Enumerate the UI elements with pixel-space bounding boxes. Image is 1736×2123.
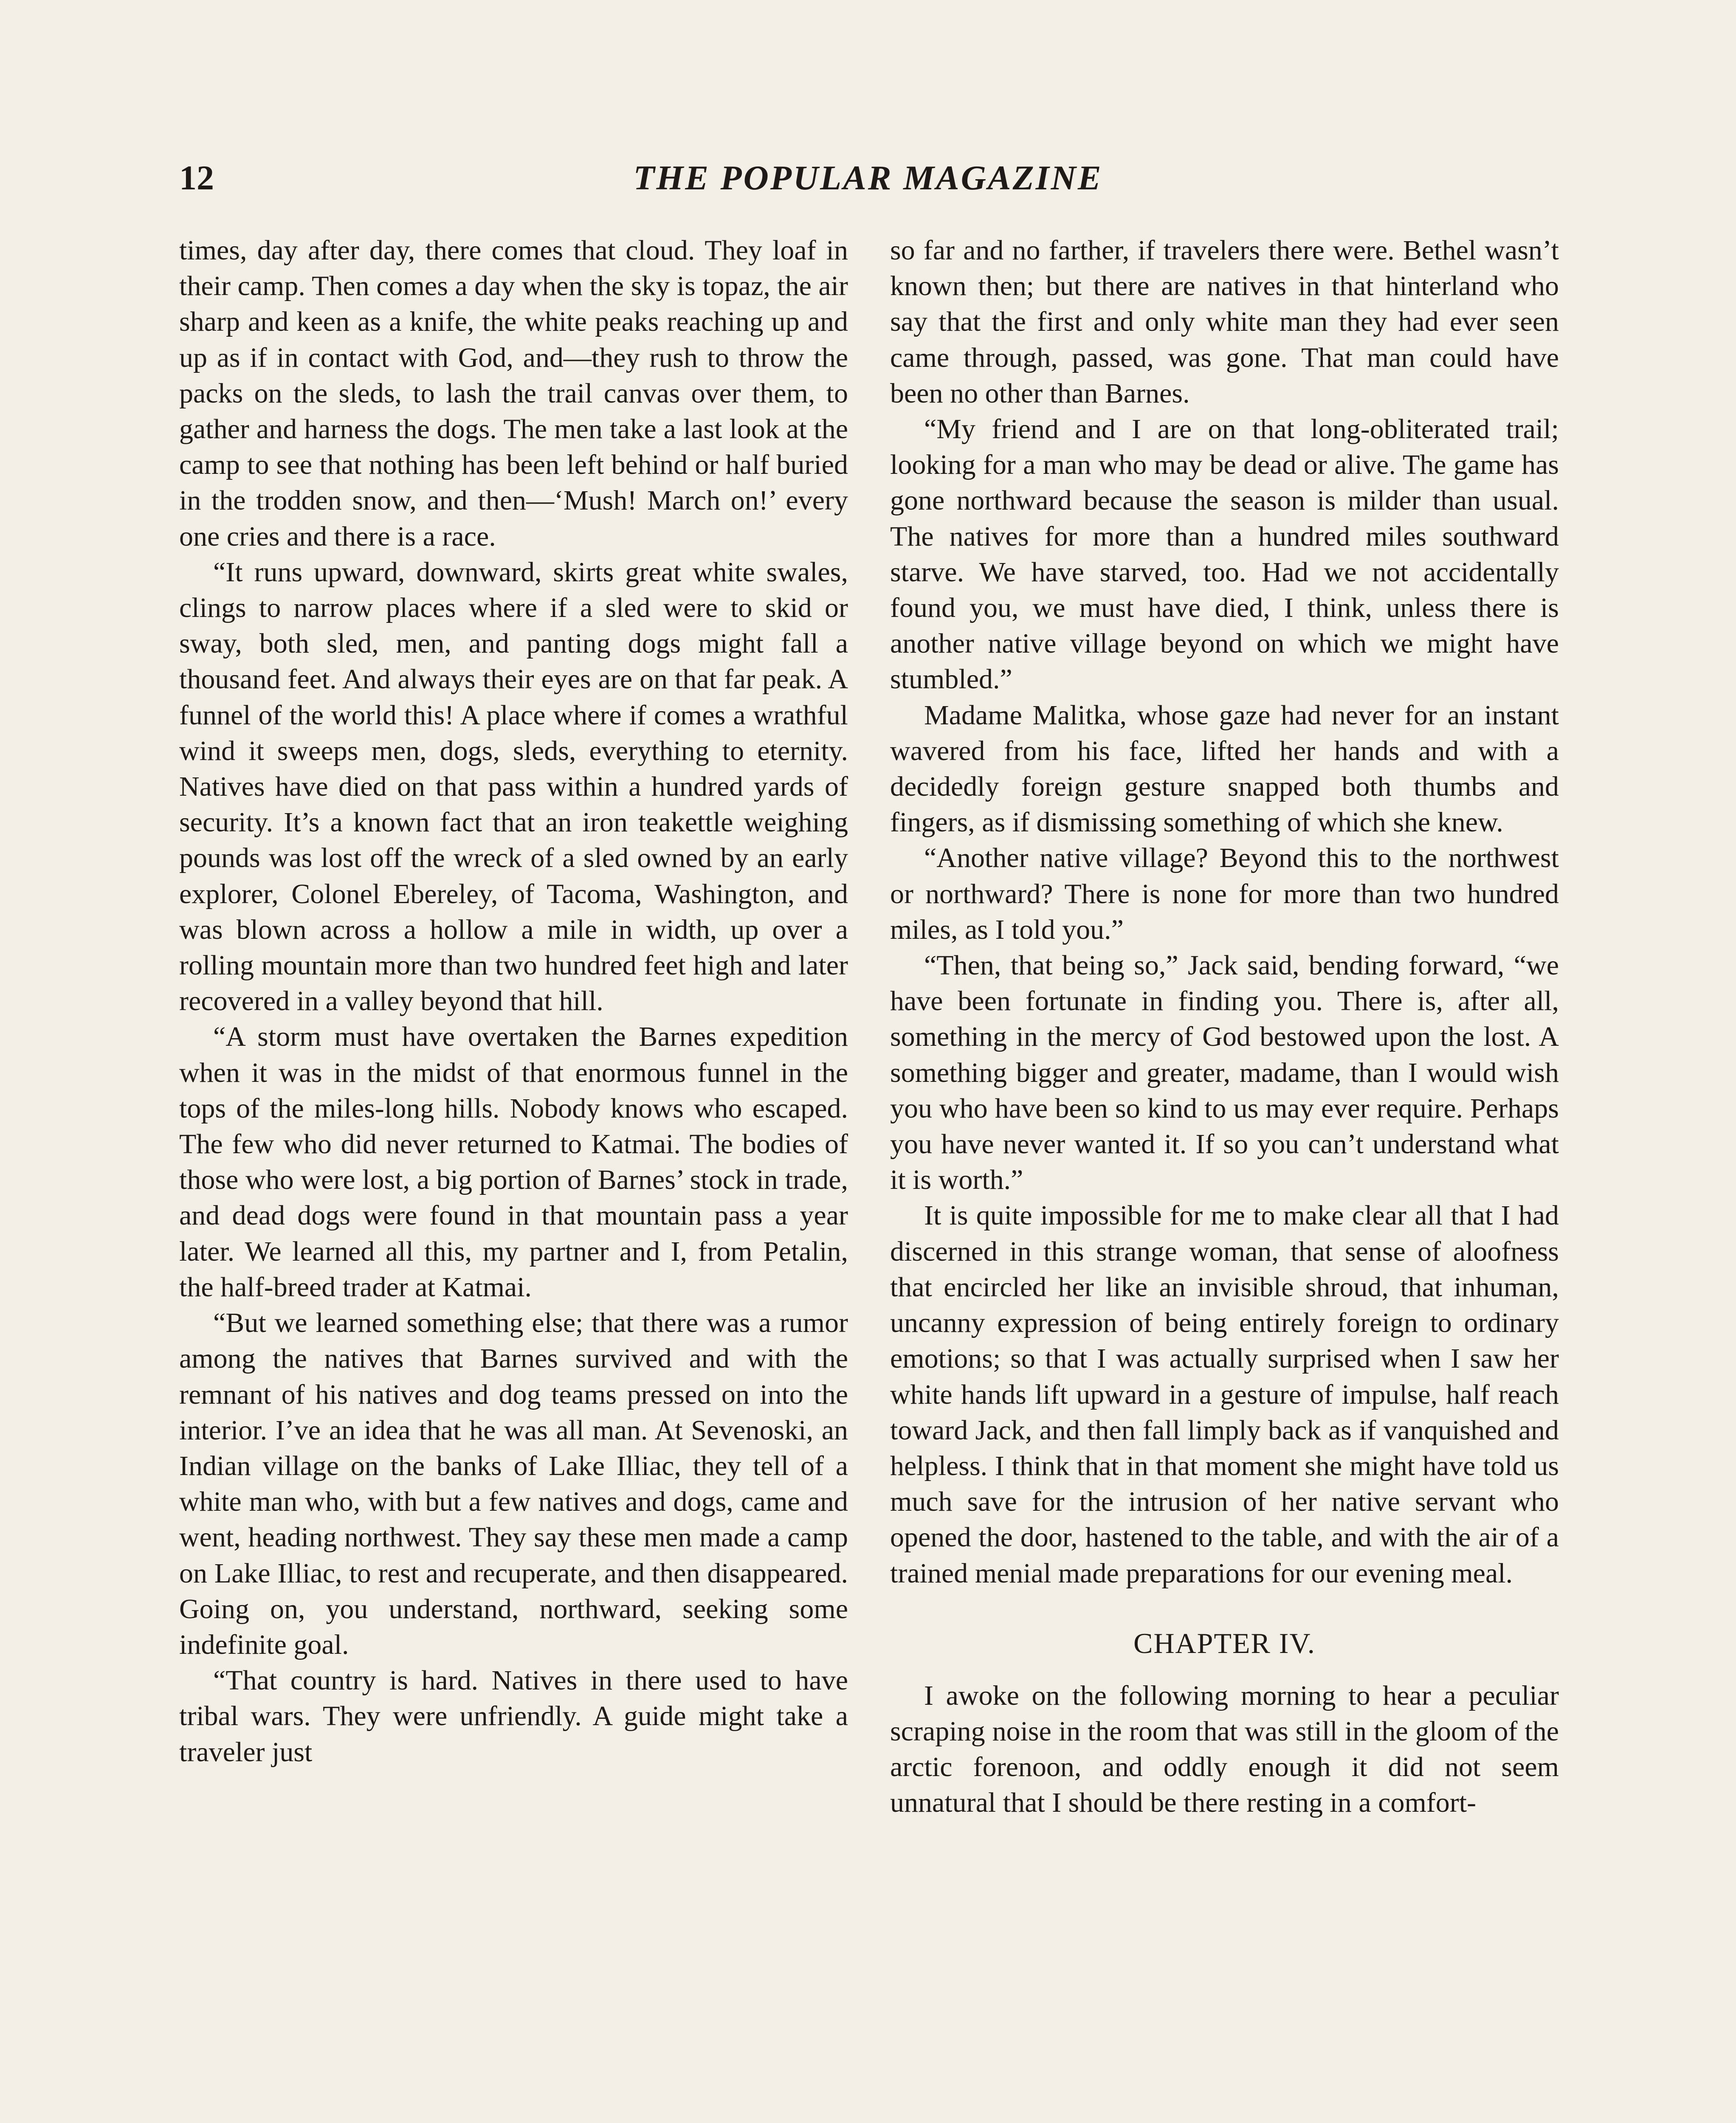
paragraph: It is quite impossible for me to make clear all that I had discerned in this strange woman, that sense of aloofness that encircled her like an invisible shroud, that inhuman, uncanny expression of being entirely foreign to ordinary emotions; so that I was actually surprised when I saw her white hands lift upward in a gesture of impulse, half reach toward Jack, and then fall limply back as if vanquished and helpless. I think that in that moment she might have told us much save for the intrusion of her native servant who opened the door, hastened to the table, and with the air of a trained menial made preparations for our evening meal. [890,1200,1559,1589]
paragraph: “Then, that being so,” Jack said, bending forward, “we have been fortunate in finding you. There is, after all, something in the mercy of God bestowed upon the lost. A something bigger and greater, madame, than I would wish you who have been so kind to us may ever require. Perhaps you have never wanted it. If so you can’t understand what it is worth.” [890,950,1559,1196]
paragraph: times, day after day, there comes that cloud. They loaf in their camp. Then comes a day when the sky is topaz, the air sharp and keen as a knife, the white peaks reaching up and up as if in contact with God, and—they rush to throw the packs on the sleds, to lash the trail canvas over them, to gather and harness the dogs. The men take a last look at the camp to see that nothing has been left behind or half buried in the trodden snow, and then—‘Mush! March on!’ every one cries and there is a race. [179,235,848,552]
paragraph: I awoke on the following morning to hear a peculiar scraping noise in the room that was still in the gloom of the arctic forenoon, and oddly enough it did not seem unnatural that I should be there resting in a comfort- [890,1680,1559,1819]
paragraph: “Another native village? Beyond this to the northwest or northward? There is none for more than two hundred miles, as I told you.” [890,842,1559,945]
paragraph: so far and no farther, if travelers there were. Bethel wasn’t known then; but there are natives in that hinterland who say that the first and only white man they had ever seen came through, passed, was gone. That man could have been no other than Barnes. [890,235,1559,409]
paragraph: “But we learned something else; that there was a rumor among the natives that Barnes survived and with the remnant of his natives and dog teams pressed on into the interior. I’ve an idea that he was all man. At Sevenoski, an Indian village on the banks of Lake Illiac, they tell of a white man who, with but a few natives and dogs, came and went, heading northwest. They say these men made a camp on Lake Illiac, to rest and recuperate, and then disappeared. Going on, you understand, northward, seeking some indefinite goal. [179,1307,848,1660]
paragraph: “That country is hard. Natives in there used to have tribal wars. They were unfriendly. A guide might take a traveler just [179,1665,848,1768]
paragraph: Madame Malitka, whose gaze had never for an instant wavered from his face, lifted her hands and with a decidedly foreign gesture snapped both thumbs and fingers, as if dismissing something of which she knew. [890,699,1559,838]
paragraph: “It runs upward, downward, skirts great white swales, clings to narrow places where if a sled were to skid or sway, both sled, men, and panting dogs might fall a thousand feet. And always their eyes are on that far peak. A funnel of the world this! A place where if comes a wrathful wind it sweeps men, dogs, sleds, everything to eternity. Natives have died on that pass within a hundred yards of security. It’s a known fact that an iron teakettle weighing pounds was lost off the wreck of a sled owned by an early explorer, Colonel Ebereley, of Tacoma, Washington, and was blown across a hollow a mile in width, up over a rolling mountain more than two hundred feet high and later recovered in a valley beyond that hill. [179,556,848,1017]
paragraph: “A storm must have overtaken the Barnes expedition when it was in the midst of that enormous funnel in the tops of the miles-long hills. Nobody knows who escaped. The few who did never returned to Katmai. The bodies of those who were lost, a big portion of Barnes’ stock in trade, and dead dogs were found in that mountain pass a year later. We learned all this, my partner and I, from Petalin, the half-breed trader at Katmai. [179,1021,848,1303]
right-column [890,233,1559,2123]
page-number: 12 [179,158,214,197]
chapter-heading: CHAPTER IV. [1133,1627,1316,1659]
running-title: THE POPULAR MAGAZINE [633,158,1103,197]
paragraph: “My friend and I are on that long-obliterated trail; looking for a man who may be dead or alive. The game has gone northward because the season is milder than usual. The natives for more than a hundred miles southward starve. We have starved, too. Had we not accidentally found you, we must have died, I think, unless there is another native village beyond on which we might have stumbled.” [890,414,1559,695]
left-column [179,233,848,2123]
